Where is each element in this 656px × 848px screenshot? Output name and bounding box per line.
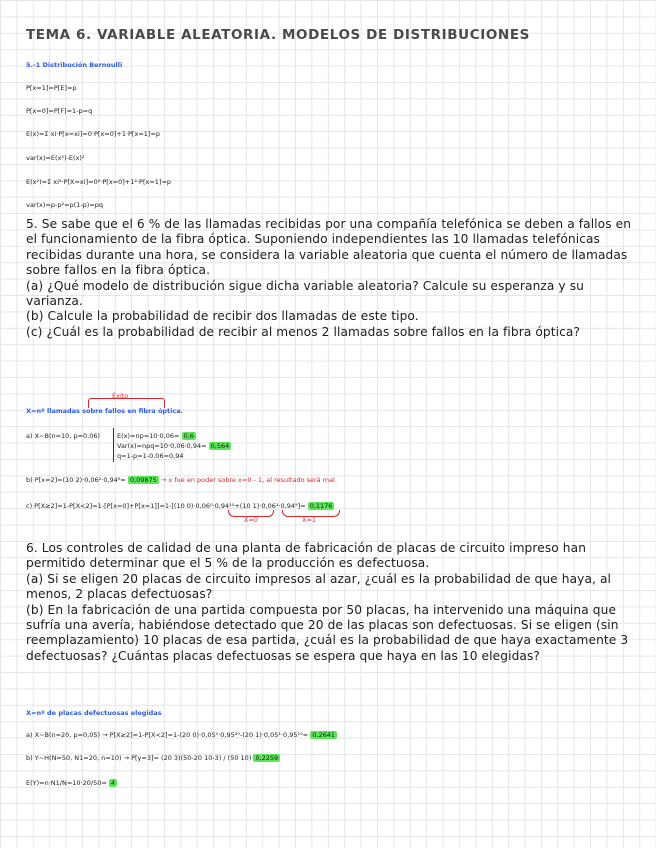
bernoulli-line: var(x)=E(x²)-E(x)²: [26, 154, 85, 162]
expectation-expr: E(x)=np=10·0,06=: [117, 432, 180, 440]
p6-solution-b-fraction: (20 3)(50-20 10-3) / (50 10): [161, 754, 252, 762]
problem-6-statement: 6. Los controles de calidad de una planta de fabricación de placas de circuito impreso han permitido determinar que el 5 % de la producción es defectuosa.: [26, 541, 587, 571]
expectation-line: [117, 432, 196, 440]
problem-5-solution-a: a) X~B(n=10, p=0,06): [26, 432, 101, 440]
problem-6-part-a: (a) Si se eligen 20 placas de circuito impresos al azar, ¿cuál es la probabilidad de que haya, al menos, 2 placas defectuosas?: [26, 571, 612, 602]
solution-b-expr: b) P[x=2]=(10 2)·0,06²·0,94⁸=: [26, 476, 126, 484]
expectation-result: 0,6: [183, 432, 194, 440]
problem-5-part-c: (c) ¿Cuál es la probabilidad de recibir al menos 2 llamadas sobre fallos en la fibra óptica?: [26, 324, 581, 339]
problem-5-part-b: (b) Calcule la probabilidad de recibir dos llamadas de este tipo.: [26, 309, 419, 324]
bernoulli-line: E(x)=Σ xi·P[x=xi]=0·P[x=0]+1·P[x=1]=p: [26, 130, 161, 138]
page-title: TEMA 6. VARIABLE ALEATORIA. MODELOS DE DISTRIBUCIONES: [26, 27, 530, 43]
bernoulli-line: E(x²)=Σ xi²·P[X=xi]=0²·P[x=0]+1²·P[x=1]=p: [26, 178, 172, 186]
problem-6: [26, 541, 640, 664]
problem-6-part-b: (b) En la fabricación de una partida compuesta por 50 placas, ha intervenido una máquina que sufría una avería, habiéndose detectado que 20 de las placas son defectuosas. Si se eligen (sin reemplazamiento) 10 placas de esa partida, ¿cuál es la probabilidad de que haya exactamente 3 defectuosas? ¿Cuántas placas defectuosas se espera que haya en las 10 elegidas?: [26, 602, 629, 663]
x0-label: X=0: [244, 516, 259, 524]
exito-label: Éxito: [112, 392, 129, 400]
bernoulli-heading: 5.-1 Distribución Bernoulli: [26, 61, 123, 69]
problem-6-solution-a: [26, 731, 337, 739]
bernoulli-line: P[x=1]=P[E]=p: [26, 84, 77, 92]
problem-5-statement: 5. Se sabe que el 6 % de las llamadas recibidas por una compañía telefónica se deben a fallos en el funcionamiento de la fibra óptica. Suponiendo independientes las 10 llamadas telefónicas recibidas durante una hora, se considera la variable aleatoria que cuenta el número de llamadas sobre fallos en la fibra óptica.: [26, 217, 632, 278]
solution-c-result: 0,1176: [309, 502, 333, 510]
solution-b-result: 0,09875: [129, 476, 157, 484]
solution-c-expr: c) P[X≥2]=1-P[X<2]=1-[P[x=0]+P[x=1]]=1-[(10 0)·0,06⁰·0,94¹⁰+(10 1)·0,06¹·0,94⁹]=: [26, 502, 306, 510]
problem-5-variable-definition: X=nº llamadas sobre fallos en fibra óptica.: [26, 407, 184, 415]
problem-6-variable-definition: X=nº de placas defectuosas elegidas: [26, 709, 162, 717]
variance-expr: Var(x)=npq=10·0,06·0,94=: [117, 442, 207, 450]
x1-label: X=1: [302, 516, 317, 524]
problem-6-solution-c: [26, 779, 117, 787]
p6-solution-a-expr: a) X~B(n=20, p=0,05) → P[X≥2]=1-P[X<2]=1-(20 0)·0,05⁰·0,95²⁰-(20 1)·0,05¹·0,95¹⁹=: [26, 731, 309, 739]
bernoulli-line: var(x)=p-p²=p(1-p)=pq: [26, 201, 104, 209]
problem-5: [26, 217, 640, 340]
solution-b-note: → x fue en poder sobre x=0 - 1, al resultado será mal.: [160, 476, 337, 484]
problem-6-solution-b: [26, 754, 280, 762]
problem-5-solution-b: [26, 476, 337, 484]
problem-5-solution-c: [26, 502, 334, 510]
variance-result: 0,564: [210, 442, 230, 450]
q-value-line: q=1-p=1-0,06=0,94: [117, 452, 184, 460]
p6-solution-b-expr: b) Y~H(N=50, N1=20, n=10) → P[y=3]=: [26, 754, 159, 762]
bernoulli-line: P[x=0]=P[F]=1-p=q: [26, 107, 93, 115]
problem-5-part-a: (a) ¿Qué modelo de distribución sigue dicha variable aleatoria? Calcule su esperanza y su varianza.: [26, 278, 584, 309]
p6-solution-b-result: 0,2259: [255, 754, 279, 762]
p6-solution-c-result: 4: [110, 779, 116, 787]
p6-solution-c-expr: E(Y)=n·N1/N=10·20/50=: [26, 779, 107, 787]
variance-line: [117, 442, 231, 450]
p6-solution-a-result: 0,2641: [312, 731, 336, 739]
bracket-line: [113, 428, 114, 462]
